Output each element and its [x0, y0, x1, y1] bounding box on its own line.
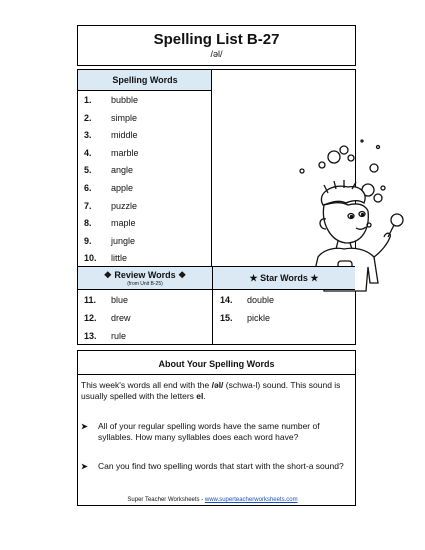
intro-sound: /əl/ [211, 380, 224, 390]
page-subtitle: /əl/ [210, 49, 223, 59]
item-number: 6. [84, 183, 92, 193]
item-word: double [247, 295, 275, 305]
footer-text: Super Teacher Worksheets - [127, 497, 205, 503]
about-bullet [81, 421, 349, 443]
column-divider [211, 70, 212, 266]
spelling-words-header: Spelling Words [78, 70, 212, 91]
page-title: Spelling List B-27 [153, 31, 280, 48]
list-item [84, 109, 194, 127]
list-item [84, 179, 194, 197]
about-title: About Your Spelling Words [158, 359, 275, 369]
item-number: 14. [220, 295, 233, 305]
list-item [84, 291, 194, 309]
list-item [84, 327, 194, 345]
item-number: 2. [84, 112, 92, 123]
list-item [84, 161, 194, 179]
list-item [84, 249, 194, 267]
bullet-text: Can you find two spelling words that start with the short-a sound? [98, 461, 344, 471]
title-box [77, 25, 356, 66]
bullet-text: All of your regular spelling words have the same number of syllables. How many syllables does each word have? [98, 421, 320, 442]
item-number: 4. [84, 147, 92, 158]
word-list-grid [77, 69, 356, 345]
item-number: 12. [84, 313, 97, 323]
list-item [84, 197, 194, 215]
item-word: marble [111, 147, 139, 158]
list-item [84, 144, 194, 162]
column-divider [212, 290, 213, 344]
list-item [84, 214, 194, 232]
list-item [220, 309, 330, 327]
item-number: 10. [84, 253, 97, 264]
item-number: 11. [84, 295, 97, 305]
item-word: middle [111, 130, 138, 141]
item-number: 8. [84, 218, 92, 229]
item-number: 9. [84, 235, 92, 246]
item-number: 13. [84, 331, 97, 341]
intro-text: . [203, 391, 206, 401]
item-word: puzzle [111, 200, 138, 211]
list-item [84, 126, 194, 144]
intro-text: (schwa-l) sound. This sound is usually spelled with the letters [81, 380, 341, 401]
list-item [84, 232, 194, 250]
item-word: little [111, 253, 128, 264]
item-number: 15. [220, 313, 233, 323]
item-word: angle [111, 165, 134, 176]
item-word: drew [111, 313, 131, 323]
arrow-right-icon: ➤ [81, 422, 88, 431]
list-item [84, 91, 194, 109]
item-word: simple [111, 112, 138, 123]
item-number: 7. [84, 200, 92, 211]
item-word: maple [111, 218, 136, 229]
item-word: apple [111, 183, 134, 193]
list-item [220, 291, 330, 309]
item-word: pickle [247, 313, 271, 323]
item-number: 3. [84, 130, 92, 141]
intro-letters: el [196, 391, 204, 401]
item-number: 1. [84, 95, 92, 105]
item-word: jungle [111, 235, 136, 246]
review-words-subtitle: (from Unit B-25) [127, 281, 163, 287]
item-word: blue [111, 295, 129, 305]
footer-link[interactable]: www.superteacherworksheets.com [204, 497, 298, 503]
arrow-right-icon: ➤ [81, 462, 88, 471]
footer [0, 497, 425, 503]
about-bullet [81, 461, 349, 472]
about-divider [78, 374, 355, 375]
about-intro [81, 380, 351, 402]
item-number: 5. [84, 165, 92, 176]
star-words-header: ★ Star Words ★ [212, 266, 355, 290]
item-word: bubble [111, 95, 139, 105]
about-your-spelling-words [77, 350, 356, 506]
review-words-title: ❖ Review Words ❖ [103, 270, 187, 280]
review-words-header [78, 266, 212, 290]
item-word: rule [111, 331, 127, 341]
list-item [84, 309, 194, 327]
intro-text: This week's words all end with the [81, 380, 212, 390]
